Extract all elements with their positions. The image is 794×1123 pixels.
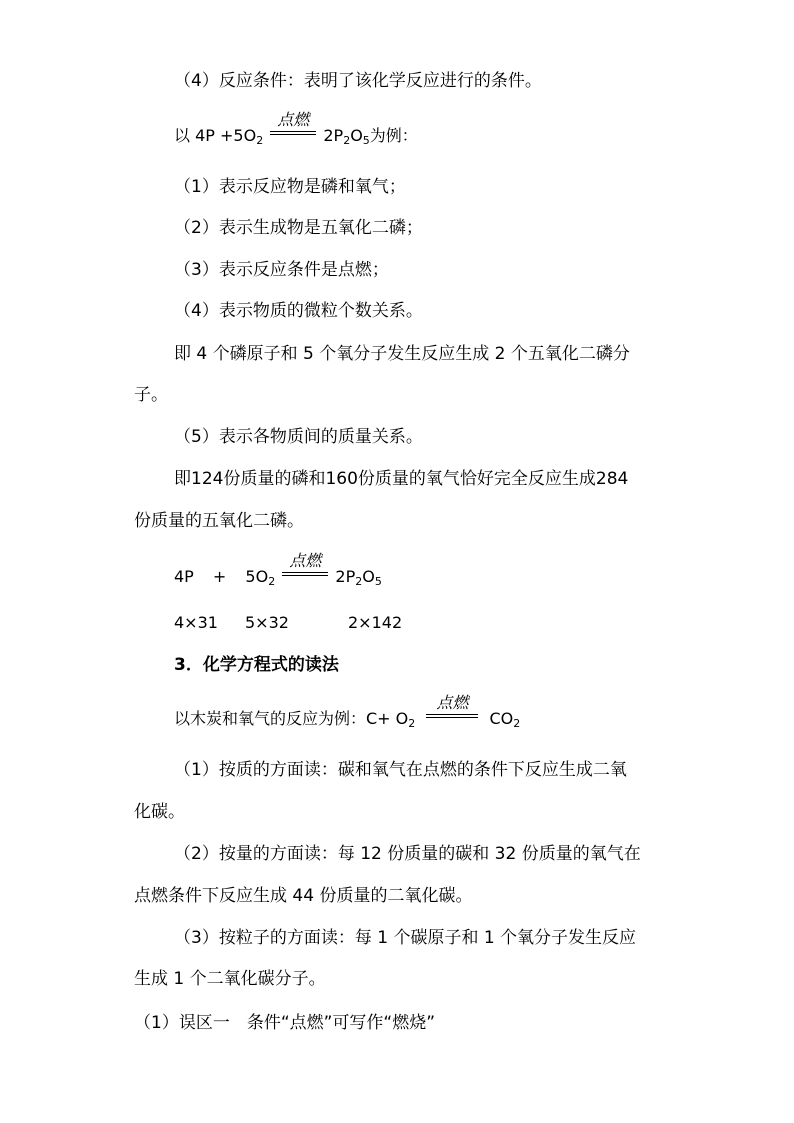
item-1: （1）表示反应物是磷和氧气； bbox=[174, 177, 406, 197]
example-equation-phosphorus bbox=[174, 110, 418, 147]
item-4: （4）表示物质的微粒个数关系。 bbox=[174, 301, 423, 321]
eq2-reactant-p: 4P bbox=[174, 567, 194, 586]
eq-prefix: 以 4P +5O bbox=[174, 126, 257, 145]
mass-p2o5: 2×142 bbox=[348, 613, 403, 632]
paragraph-mass-l2: 份质量的五氧化二磷。 bbox=[134, 511, 304, 531]
eq-sub: 2 bbox=[256, 134, 264, 147]
eq-sub: 2 bbox=[268, 575, 276, 588]
read-quantity-l2: 点燃条件下反应生成 44 份质量的二氧化碳。 bbox=[134, 886, 473, 906]
item-3: （3）表示反应条件是点燃； bbox=[174, 260, 389, 280]
equation-phosphorus-2 bbox=[174, 551, 382, 588]
reaction-arrow bbox=[282, 551, 328, 588]
text-reaction-condition: （4）反应条件：表明了该化学反应进行的条件。 bbox=[174, 71, 542, 91]
reaction-condition: 点燃 bbox=[277, 110, 310, 129]
read-quality-l2: 化碳。 bbox=[134, 802, 185, 822]
eq-product-o: O bbox=[350, 126, 363, 145]
reaction-arrow bbox=[426, 693, 478, 730]
eq2-product: 2P bbox=[335, 567, 356, 586]
eq-sub: 5 bbox=[374, 575, 382, 588]
eq-sub: 2 bbox=[355, 575, 363, 588]
eq2-reactant-o: 5O bbox=[245, 567, 269, 586]
eq-product: 2P bbox=[323, 126, 344, 145]
paragraph-particles-l1: 即 4 个磷原子和 5 个氧分子发生反应生成 2 个五氧化二磷分 bbox=[174, 344, 630, 364]
read-quality-l1: （1）按质的方面读：碳和氧气在点燃的条件下反应生成二氧 bbox=[174, 760, 627, 780]
misconception-1: （1）误区一 条件“点燃”可写作“燃烧” bbox=[134, 1013, 436, 1033]
mass-p: 4×31 bbox=[174, 613, 218, 632]
eq-sub: 2 bbox=[408, 717, 416, 730]
read-particle-l1: （3）按粒子的方面读：每 1 个碳原子和 1 个氧分子发生反应 bbox=[174, 928, 637, 948]
eq-sub: 5 bbox=[362, 134, 370, 147]
reaction-condition: 点燃 bbox=[436, 693, 469, 712]
eq2-plus: + bbox=[212, 567, 227, 586]
eq-sub: 2 bbox=[343, 134, 351, 147]
item-2: （2）表示生成物是五氧化二磷； bbox=[174, 218, 423, 238]
paragraph-mass-l1: 即124份质量的磷和160份质量的氧气恰好完全反应生成284 bbox=[174, 469, 629, 489]
eq-suffix: 为例： bbox=[369, 126, 418, 145]
section-heading-reading: 3．化学方程式的读法 bbox=[174, 655, 339, 675]
example-equation-carbon bbox=[174, 693, 521, 730]
read-particle-l2: 生成 1 个二氧化碳分子。 bbox=[134, 969, 326, 989]
eq2-product-o: O bbox=[362, 567, 375, 586]
eq-sub: 2 bbox=[513, 717, 521, 730]
reaction-condition: 点燃 bbox=[289, 551, 322, 570]
mass-o2: 5×32 bbox=[245, 613, 289, 632]
item-5: （5）表示各物质间的质量关系。 bbox=[174, 427, 423, 447]
paragraph-particles-l2: 子。 bbox=[134, 385, 168, 405]
reaction-arrow bbox=[270, 110, 316, 147]
eq3-prefix: 以木炭和氧气的反应为例：C+ O bbox=[174, 709, 409, 728]
read-quantity-l1: （2）按量的方面读：每 12 份质量的碳和 32 份质量的氧气在 bbox=[174, 844, 641, 864]
eq3-product: CO bbox=[489, 709, 514, 728]
